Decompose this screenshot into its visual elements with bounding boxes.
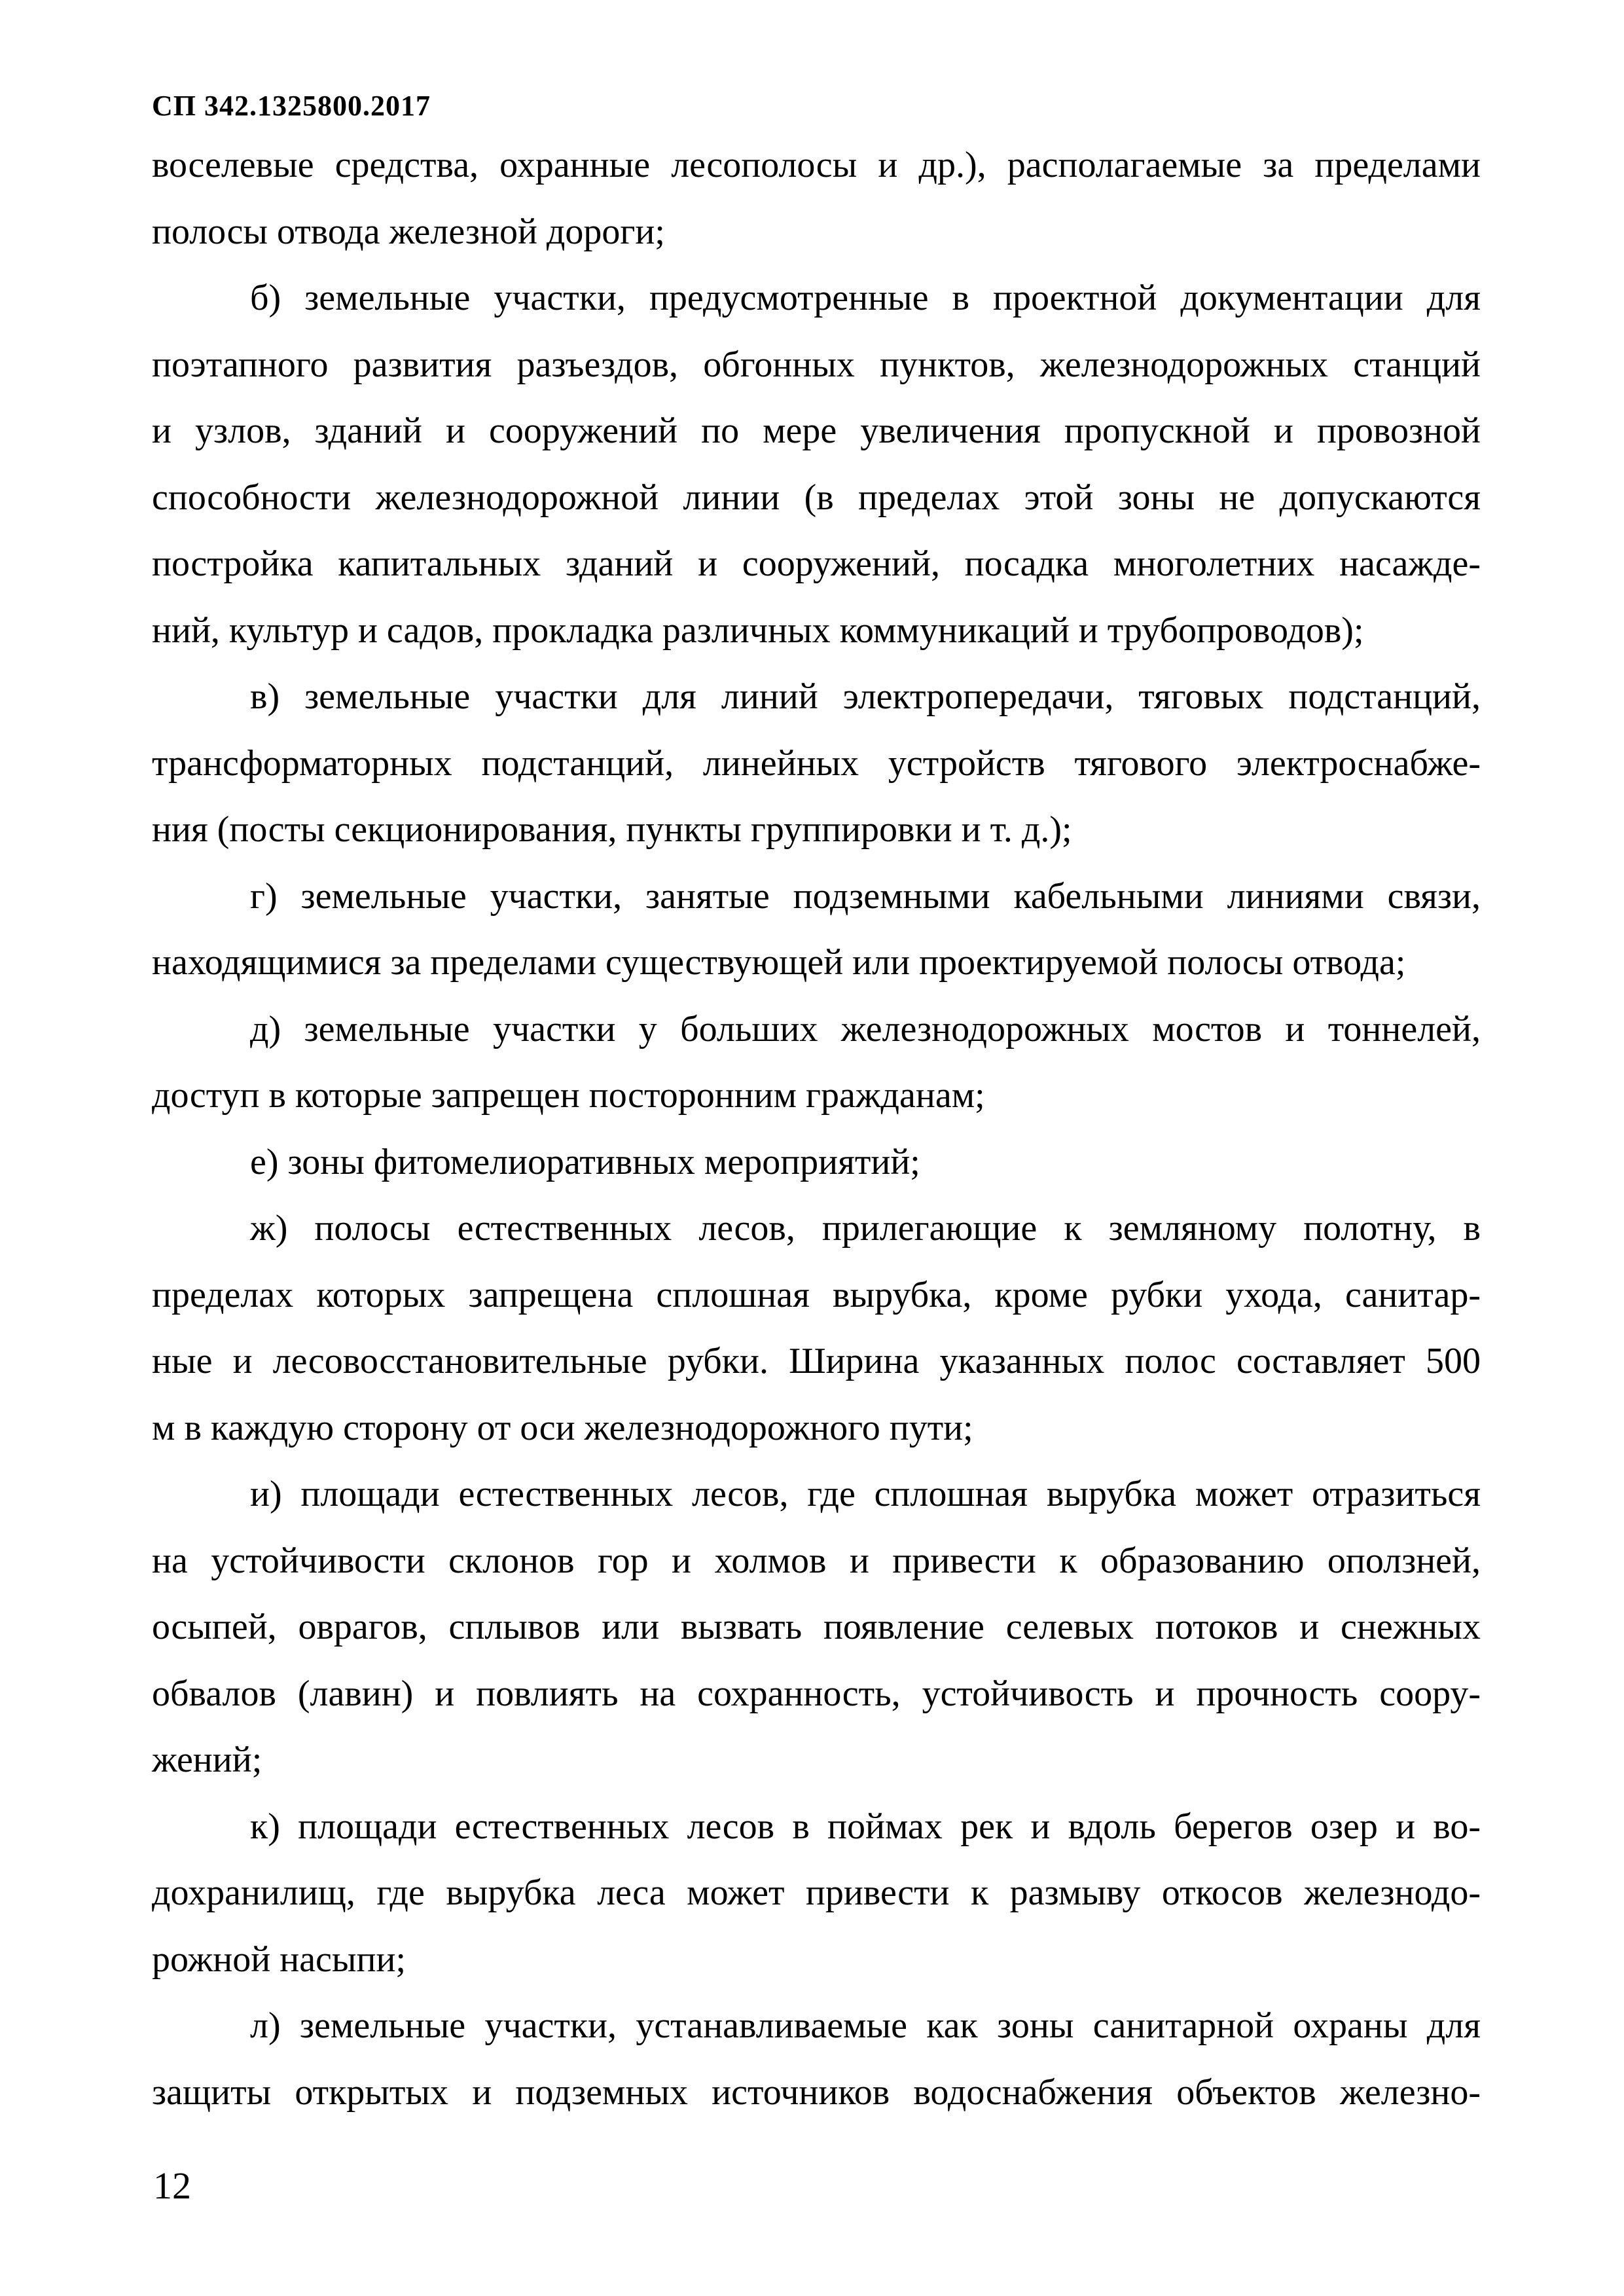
- document-line: к) площади естественных лесов в поймах рек и вдоль берегов озер и во-: [250, 1806, 1481, 1847]
- document-line: дохранилищ, где вырубка леса может привести к размыву откосов железнодо-: [152, 1872, 1481, 1913]
- document-line: л) земельные участки, устанавливаемые как зоны санитарной охраны для: [250, 2005, 1481, 2046]
- document-code-header: СП 342.1325800.2017: [152, 90, 431, 122]
- document-line: находящимися за пределами существующей или проектируемой полосы отвода;: [152, 942, 1406, 983]
- document-line: осыпей, оврагов, сплывов или вызвать появление селевых потоков и снежных: [152, 1607, 1481, 1647]
- document-line: и) площади естественных лесов, где сплошная вырубка может отразиться: [250, 1474, 1481, 1514]
- document-line: полосы отвода железной дороги;: [152, 211, 665, 252]
- document-line: обвалов (лавин) и повлиять на сохранность, устойчивость и прочность соору-: [152, 1673, 1481, 1714]
- document-line: ж) полосы естественных лесов, прилегающие к земляному полотну, в: [250, 1208, 1481, 1248]
- document-line: защиты открытых и подземных источников водоснабжения объектов железно-: [152, 2071, 1481, 2113]
- document-line: пределах которых запрещена сплошная вырубка, кроме рубки ухода, санитар-: [152, 1274, 1481, 1315]
- document-line: постройка капитальных зданий и сооружений, посадка многолетних насажде-: [152, 543, 1481, 584]
- document-line: трансформаторных подстанций, линейных устройств тягового электроснабже-: [152, 742, 1481, 784]
- document-line: г) земельные участки, занятые подземными кабельными линиями связи,: [250, 875, 1481, 917]
- document-line: воселевые средства, охранные лесополосы и др.), располагаемые за пределами: [152, 145, 1481, 185]
- document-line: б) земельные участки, предусмотренные в проектной документации для: [250, 278, 1481, 318]
- document-line: рожной насыпи;: [152, 1939, 406, 1980]
- document-line: е) зоны фитомелиоративных мероприятий;: [250, 1141, 920, 1182]
- document-line: м в каждую сторону от оси железнодорожного пути;: [152, 1407, 973, 1448]
- document-line: и узлов, зданий и сооружений по мере увеличения пропускной и провозной: [152, 410, 1481, 451]
- document-line: жений;: [152, 1740, 262, 1780]
- document-line: ные и лесовосстановительные рубки. Ширина указанных полос составляет 500: [152, 1341, 1481, 1381]
- document-body-text: [152, 132, 1481, 2126]
- document-line: на устойчивости склонов гор и холмов и привести к образованию оползней,: [152, 1540, 1481, 1581]
- document-line: доступ в которые запрещен посторонним гражданам;: [152, 1075, 985, 1116]
- document-line: способности железнодорожной линии (в пределах этой зоны не допускаются: [152, 477, 1481, 518]
- page-number: 12: [153, 2164, 191, 2207]
- document-line: поэтапного развития разъездов, обгонных пунктов, железнодорожных станций: [152, 344, 1481, 385]
- document-line: ния (посты секционирования, пункты группировки и т. д.);: [152, 809, 1072, 850]
- document-line: ний, культур и садов, прокладка различных коммуникаций и трубопроводов);: [152, 610, 1364, 651]
- document-line: в) земельные участки для линий электропередачи, тяговых подстанций,: [250, 676, 1481, 717]
- document-line: д) земельные участки у больших железнодорожных мостов и тоннелей,: [250, 1008, 1481, 1049]
